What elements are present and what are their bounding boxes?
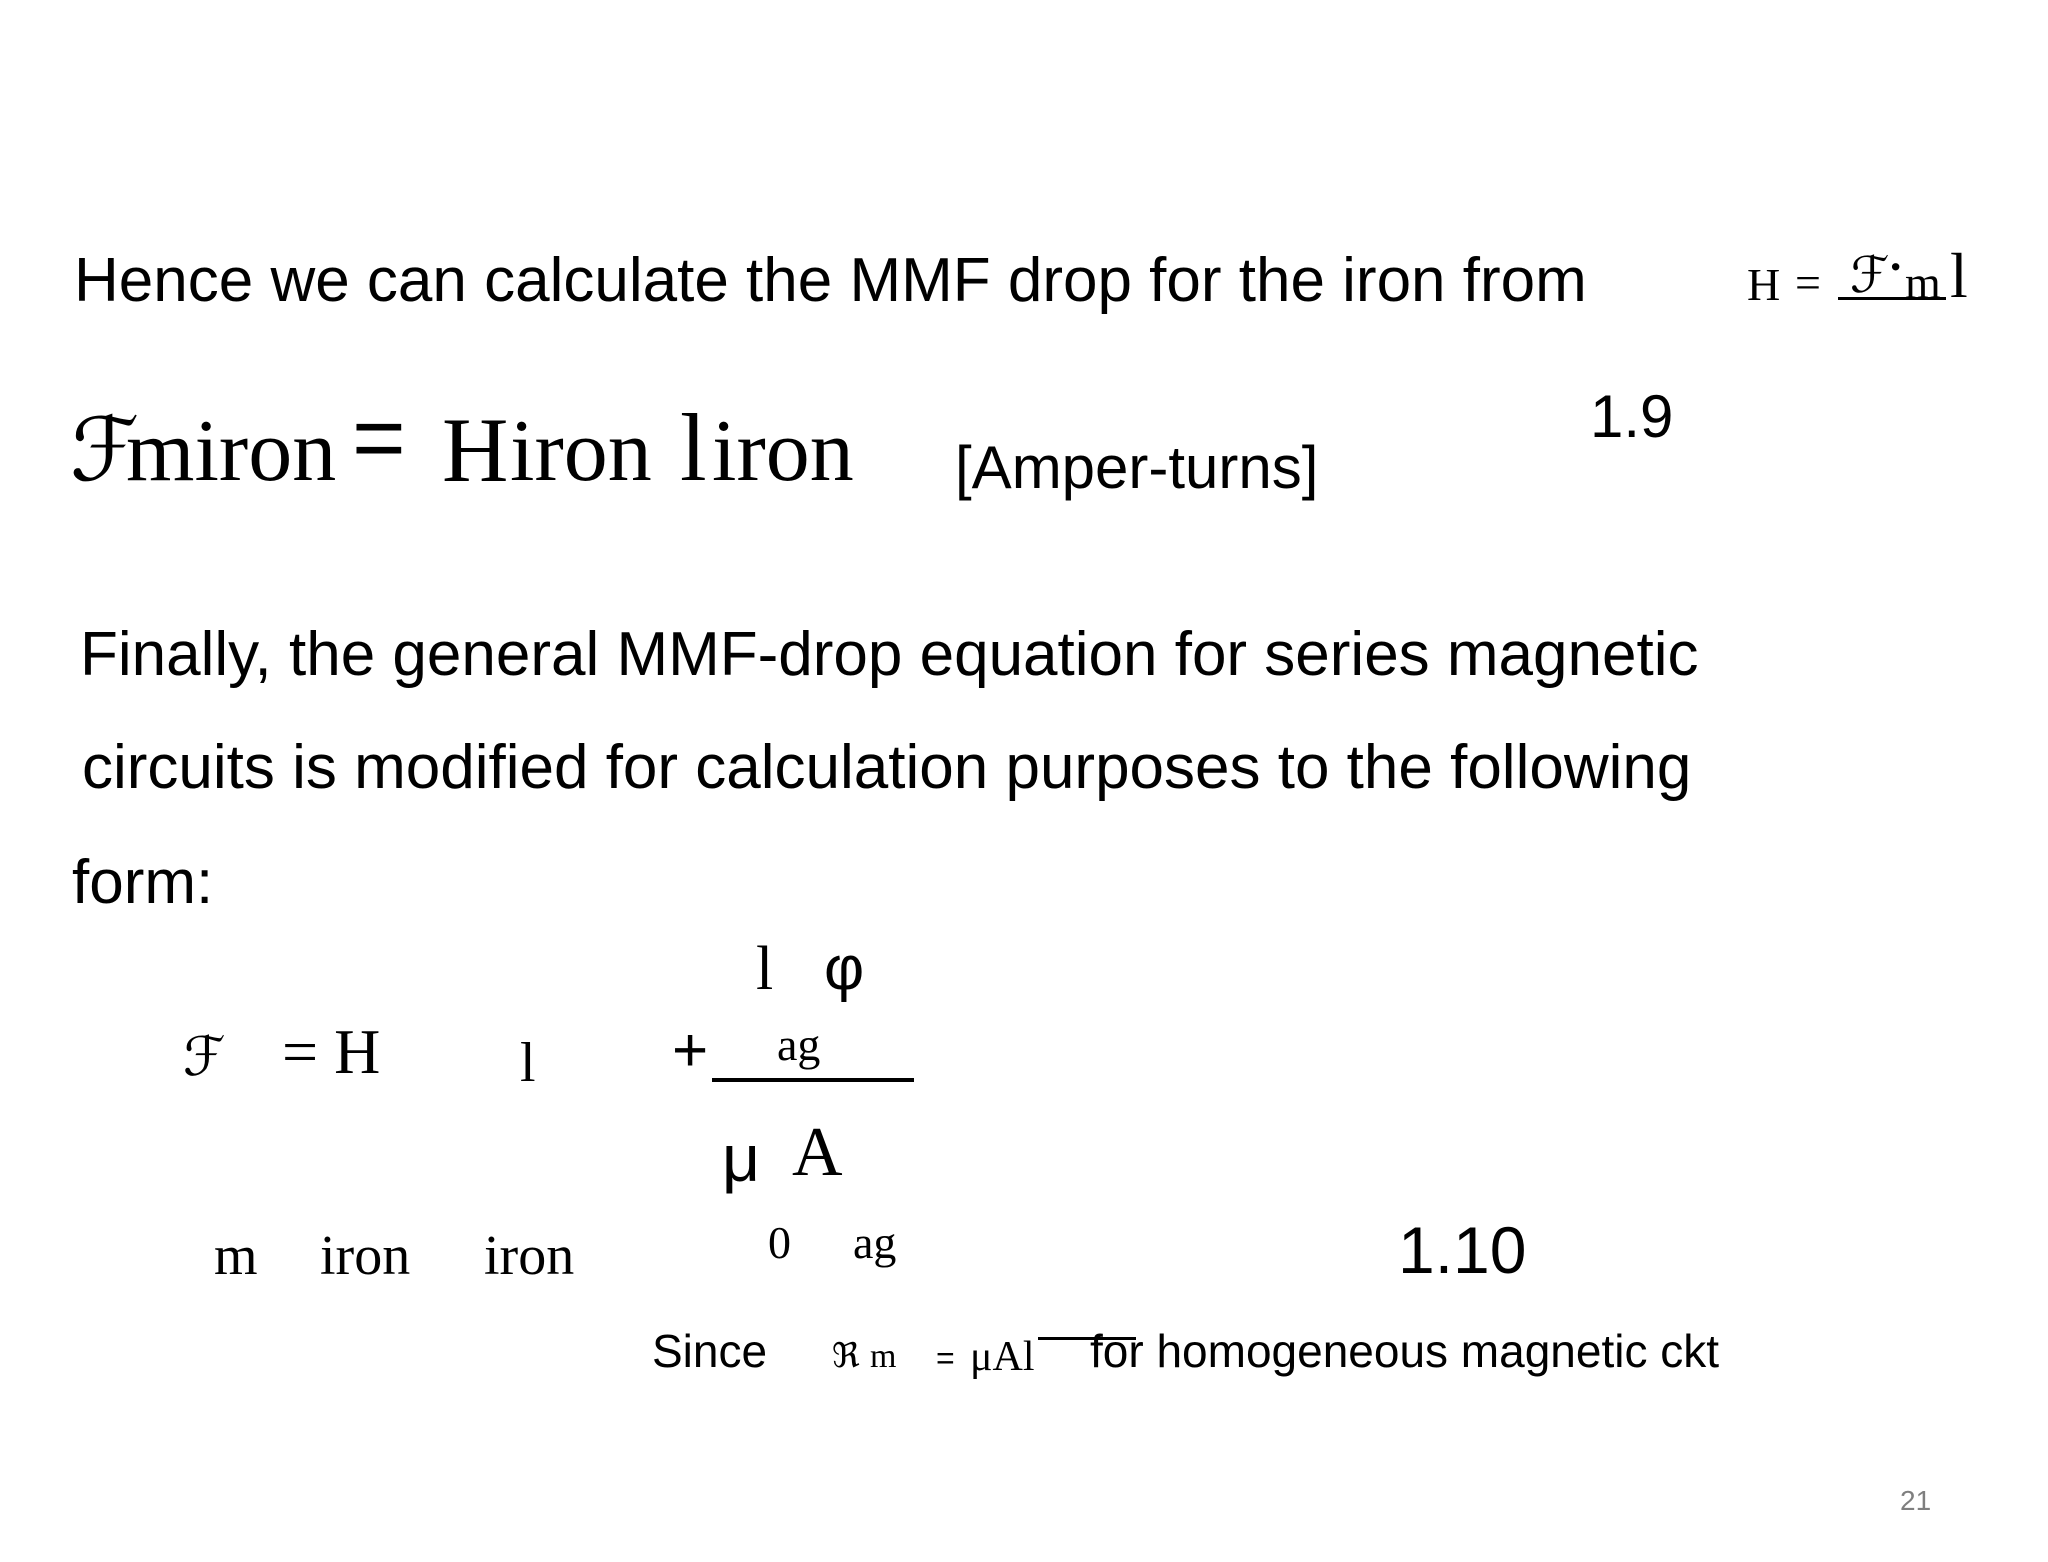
formula-equals: = <box>1795 257 1821 308</box>
eq110-plus: + <box>672 1016 709 1085</box>
page-number: 21 <box>1900 1485 1932 1516</box>
since-label: Since <box>652 1325 768 1377</box>
eq110-sub-iron-2: iron <box>484 1225 575 1287</box>
eq110-denominator-mu: μ <box>722 1121 761 1195</box>
paragraph-line-1: Finally, the general MMF-drop equation for series magnetic <box>80 620 1699 689</box>
eq19-sub-iron-l: iron <box>712 403 854 500</box>
eq110-sub-iron-1: iron <box>320 1225 411 1287</box>
paragraph-line-2: circuits is modified for calculation purposes to the following <box>82 733 1692 802</box>
formula-script-f: ℱ <box>1850 247 1890 303</box>
since-mu-a-l: μAl <box>970 1334 1035 1380</box>
eq19-number: 1.9 <box>1590 383 1674 450</box>
since-reluctance-symbol: ℜ <box>832 1338 860 1375</box>
formula-fraction-bar <box>1838 297 1946 300</box>
formula-H: H <box>1747 259 1781 310</box>
eq19-equals: = <box>352 387 406 489</box>
since-reluctance-sub: m <box>870 1338 897 1375</box>
paragraph-line-3: form: <box>72 848 214 917</box>
intro-sentence: Hence we can calculate the MMF drop for the iron from <box>74 246 1587 315</box>
since-equals: = <box>936 1340 955 1376</box>
eq110-script-f: ℱ <box>183 1027 226 1087</box>
eq110-sub-0: 0 <box>768 1217 791 1268</box>
formula-dot: · <box>1888 241 1904 292</box>
eq19-script-f: ℱ <box>70 403 140 500</box>
eq19-unit: [Amper-turns] <box>955 434 1319 501</box>
eq110-numerator-sub-ag: ag <box>777 1019 821 1070</box>
formula-l: l <box>1950 240 1968 311</box>
eq19-sub-iron-h: iron <box>510 403 652 500</box>
eq19-l: l <box>680 394 707 501</box>
since-tail: for homogeneous magnetic ckt <box>1090 1325 1720 1377</box>
eq110-sub-ag: ag <box>853 1217 897 1268</box>
eq110-sub-m: m <box>214 1225 258 1287</box>
eq110-numerator-phi: φ <box>824 934 865 1003</box>
eq110-denominator-A: A <box>792 1114 843 1191</box>
eq110-l: l <box>520 1032 536 1094</box>
eq19-H: H <box>442 399 509 501</box>
eq110-number: 1.10 <box>1398 1213 1527 1287</box>
eq110-fraction-bar <box>712 1078 914 1082</box>
eq110-equals-h: = H <box>282 1016 381 1087</box>
formula-m: m <box>1905 257 1941 308</box>
eq19-sub-miron: miron <box>126 403 337 500</box>
eq110-numerator-l: l <box>756 935 774 1003</box>
